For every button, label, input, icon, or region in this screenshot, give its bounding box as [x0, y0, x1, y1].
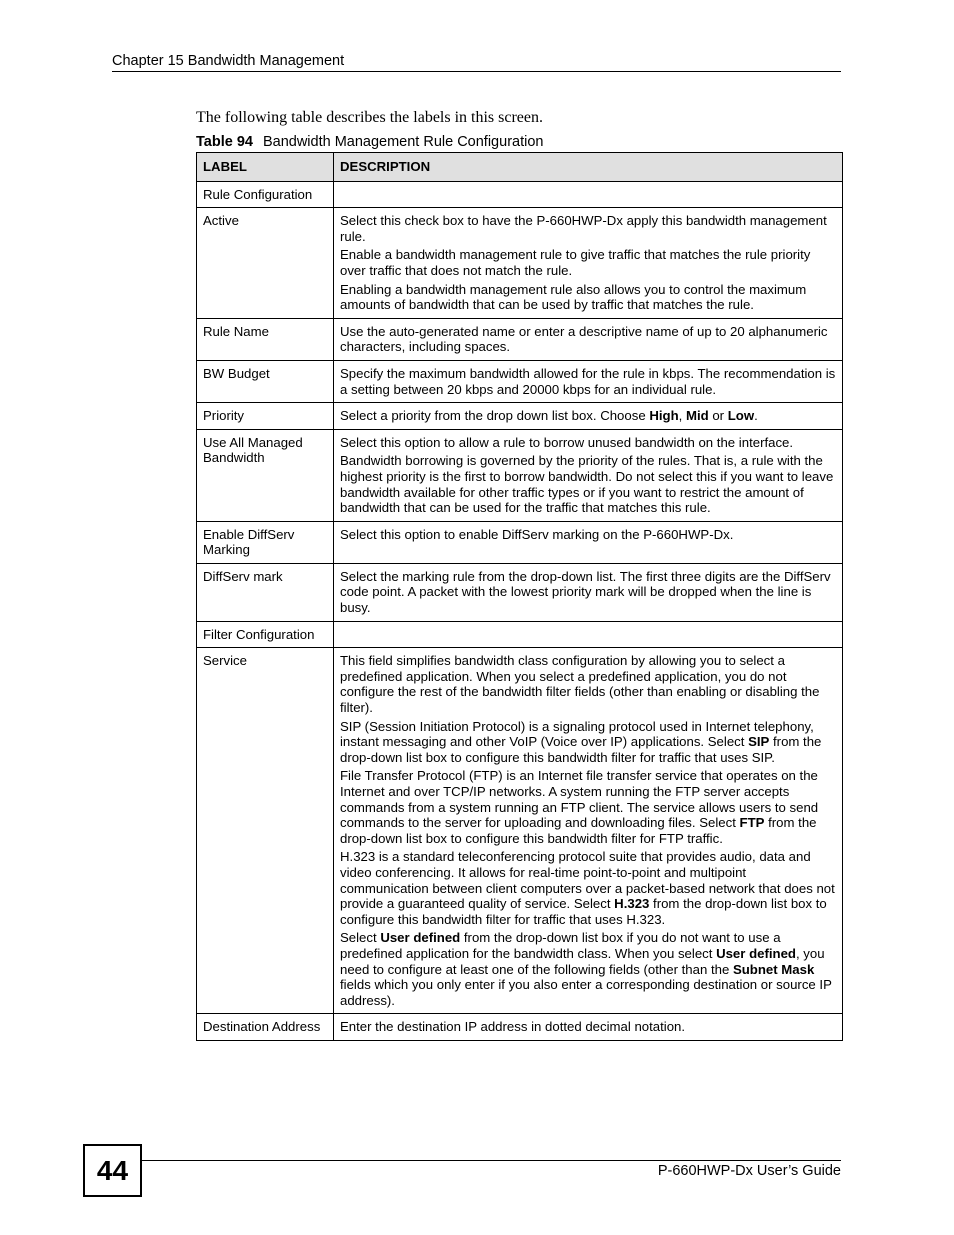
- guide-title: P-660HWP-Dx User’s Guide: [657, 1163, 841, 1179]
- text-run: Enable a bandwidth management rule to give traffic that matches the rule priority over traffic that does not match the rule.: [340, 247, 811, 278]
- text-run: .: [754, 408, 758, 424]
- table-row: [197, 563, 843, 621]
- description-paragraph: [340, 435, 836, 451]
- row-label: Active: [197, 208, 334, 319]
- row-label: Use All Managed Bandwidth: [197, 429, 334, 521]
- text-run: H.323 is a standard teleconferencing protocol suite that provides audio, data and video conferencing. It allows for real-time point-to-point and multipoint communication between client computers over a packet-based network that does not provide a guaranteed quality of service. Select: [340, 849, 835, 912]
- text-run: This field simplifies bandwidth class configuration by allowing you to select a predefined application. When you select a predefined application, you do not configure the rest of the bandwidth filter fields (other than enabling or disabling the filter).: [340, 653, 820, 716]
- text-run: File Transfer Protocol (FTP) is an Internet file transfer service that operates on the Internet and over TCP/IP networks. A system running the FTP server accepts commands from a system running an FTP client. The service allows users to send commands to the server for uploading and downloading files. Select: [340, 768, 819, 831]
- table-header-row: [197, 153, 843, 182]
- bold-term: High: [649, 408, 679, 424]
- row-description: [334, 563, 843, 621]
- text-run: Select a priority from the drop down list box. Choose: [340, 408, 650, 424]
- text-run: Select this option to allow a rule to borrow unused bandwidth on the interface.: [340, 434, 794, 450]
- description-paragraph: [340, 408, 836, 424]
- text-run: or: [708, 408, 728, 424]
- row-label: Filter Configuration: [197, 621, 334, 648]
- text-run: Select the marking rule from the drop-down list. The first three digits are the DiffServ code point. A packet with the lowest priority mark will be dropped when the line is busy.: [340, 568, 831, 616]
- header-rule: [112, 71, 841, 72]
- text-run: Enabling a bandwidth management rule also allows you to control the maximum amounts of bandwidth that can be used by traffic that matches the rule.: [340, 281, 807, 313]
- description-paragraph: [340, 930, 836, 1008]
- text-run: Select this option to enable DiffServ marking on the P-660HWP-Dx.: [340, 526, 734, 542]
- table-row: [197, 429, 843, 521]
- row-label: Rule Name: [197, 318, 334, 360]
- table-row: [197, 360, 843, 402]
- row-description: [334, 181, 843, 208]
- text-run: Enter the destination IP address in dotted decimal notation.: [340, 1019, 686, 1035]
- table-title: Bandwidth Management Rule Configuration: [262, 134, 544, 150]
- row-description: [334, 403, 843, 430]
- bold-term: Mid: [685, 408, 709, 424]
- table-caption: [196, 133, 543, 151]
- row-description: [334, 318, 843, 360]
- description-paragraph: [340, 282, 836, 313]
- row-description: [334, 208, 843, 319]
- row-description: [334, 1014, 843, 1041]
- description-paragraph: [340, 324, 836, 355]
- row-label: DiffServ mark: [197, 563, 334, 621]
- footer-rule: [141, 1160, 841, 1161]
- table-row: [197, 181, 843, 208]
- text-run: Bandwidth borrowing is governed by the priority of the rules. That is, a rule with the highest priority is the first to borrow bandwidth. Do not select this if you want to leave bandwidth available for other traffic types or if you want to restrict the amount of bandwidth that can be used for the traffic that matches this rule.: [340, 453, 834, 516]
- description-paragraph: [340, 527, 836, 543]
- row-label: Destination Address: [197, 1014, 334, 1041]
- row-label: Enable DiffServ Marking: [197, 521, 334, 563]
- row-label: BW Budget: [197, 360, 334, 402]
- row-description: [334, 621, 843, 648]
- table-row: [197, 648, 843, 1014]
- label-column-header: LABEL: [197, 153, 334, 182]
- table-row: [197, 521, 843, 563]
- bold-term: Subnet Mask: [732, 961, 815, 977]
- description-paragraph: [340, 768, 836, 846]
- intro-text: The following table describes the labels in this screen.: [196, 109, 544, 126]
- bold-term: Low: [727, 408, 755, 424]
- bold-term: User defined: [380, 930, 461, 946]
- description-paragraph: [340, 247, 836, 278]
- description-paragraph: [340, 366, 836, 397]
- description-paragraph: [340, 569, 836, 616]
- text-run: ,: [678, 408, 686, 424]
- text-run: from the drop-down list box to configure this bandwidth filter for traffic that uses SIP.: [340, 734, 822, 765]
- table-row: [197, 403, 843, 430]
- row-label: Priority: [197, 403, 334, 430]
- bold-term: H.323: [614, 896, 650, 912]
- bold-term: SIP: [748, 734, 770, 750]
- row-label: Rule Configuration: [197, 181, 334, 208]
- rule-config-table: [196, 152, 843, 1041]
- bold-term: User defined: [716, 945, 796, 961]
- text-run: Specify the maximum bandwidth allowed for the rule in kbps. The recommendation is a setting between 20 kbps and 20000 kbps for an individual rule.: [340, 365, 836, 397]
- text-run: Select this check box to have the P-660HWP-Dx apply this bandwidth management rule.: [340, 213, 827, 244]
- page-header: Chapter 15 Bandwidth Management: [112, 53, 345, 69]
- text-run: fields which you only enter if you also enter a corresponding destination or source IP address).: [340, 977, 832, 1008]
- row-label: Service: [197, 648, 334, 1014]
- description-paragraph: [340, 213, 836, 244]
- row-description: [334, 360, 843, 402]
- description-column-header: DESCRIPTION: [334, 153, 843, 182]
- text-run: from the drop-down list box to configure this bandwidth filter for traffic that uses H.323.: [340, 896, 827, 927]
- text-run: Use the auto-generated name or enter a descriptive name of up to 20 alphanumeric characters, including spaces.: [340, 323, 828, 355]
- table-row: [197, 621, 843, 648]
- table-row: [197, 318, 843, 360]
- text-run: , you need to configure at least one of the following fields (other than the: [340, 945, 825, 977]
- text-run: from the drop-down list box if you do not want to use a predefined application for the bandwidth class. When you select: [340, 930, 781, 961]
- text-run: from the drop-down list box to configure this bandwidth filter for FTP traffic.: [340, 815, 817, 846]
- table-row: [197, 208, 843, 319]
- row-description: [334, 521, 843, 563]
- row-description: [334, 648, 843, 1014]
- row-description: [334, 429, 843, 521]
- description-paragraph: [340, 849, 836, 927]
- description-paragraph: [340, 719, 836, 766]
- table-number: Table 94: [196, 134, 253, 150]
- text-run: Select: [340, 930, 381, 946]
- description-paragraph: [340, 653, 836, 715]
- text-run: SIP (Session Initiation Protocol) is a signaling protocol used in Internet telephony, instant messaging and other VoIP (Voice over IP) applications. Select: [340, 718, 814, 750]
- page-number: 44: [83, 1144, 142, 1197]
- description-paragraph: [340, 453, 836, 515]
- table-row: [197, 1014, 843, 1041]
- description-paragraph: [340, 1019, 836, 1035]
- bold-term: FTP: [739, 815, 765, 831]
